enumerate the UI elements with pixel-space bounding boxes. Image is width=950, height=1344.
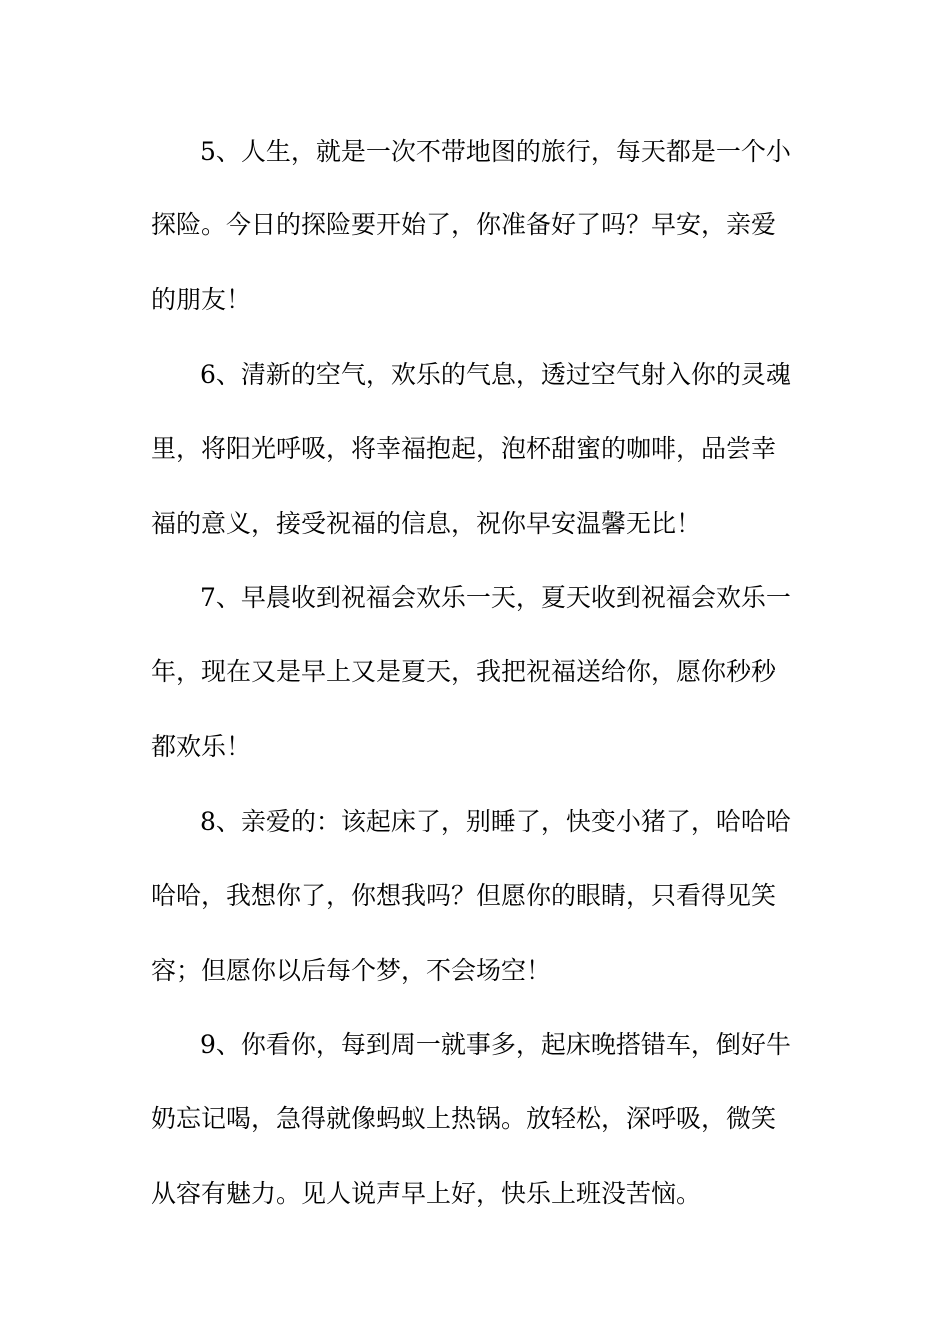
- paragraph-line: 9、你看你，每到周一就事多，起床晚搭错车，倒好牛: [200, 1030, 791, 1059]
- paragraph-line: 8、亲爱的：该起床了，别睡了，快变小猪了，哈哈哈: [200, 807, 791, 836]
- paragraph-line: 的朋友！: [151, 285, 252, 314]
- paragraph-line: 5、人生，就是一次不带地图的旅行，每天都是一个小: [200, 137, 791, 166]
- paragraph-line: 里，将阳光呼吸，将幸福抱起，泡杯甜蜜的咖啡，品尝幸: [151, 434, 777, 463]
- paragraph-line: 都欢乐！: [151, 732, 252, 761]
- paragraph-line: 探险。今日的探险要开始了，你准备好了吗？早安，亲爱: [151, 210, 777, 239]
- paragraph-line: 哈哈，我想你了，你想我吗？但愿你的眼睛，只看得见笑: [151, 881, 777, 910]
- paragraph-line: 奶忘记喝，急得就像蚂蚁上热锅。放轻松，深呼吸，微笑: [151, 1104, 777, 1133]
- paragraph-line: 6、清新的空气，欢乐的气息，透过空气射入你的灵魂: [200, 360, 791, 389]
- paragraph-line: 福的意义，接受祝福的信息，祝你早安温馨无比！: [151, 509, 702, 538]
- paragraph-line: 容；但愿你以后每个梦，不会场空！: [151, 956, 552, 985]
- paragraph-line: 年，现在又是早上又是夏天，我把祝福送给你，愿你秒秒: [151, 657, 777, 686]
- paragraph-line: 7、早晨收到祝福会欢乐一天，夏天收到祝福会欢乐一: [200, 583, 791, 612]
- paragraph-line: 从容有魅力。见人说声早上好，快乐上班没苦恼。: [151, 1179, 702, 1208]
